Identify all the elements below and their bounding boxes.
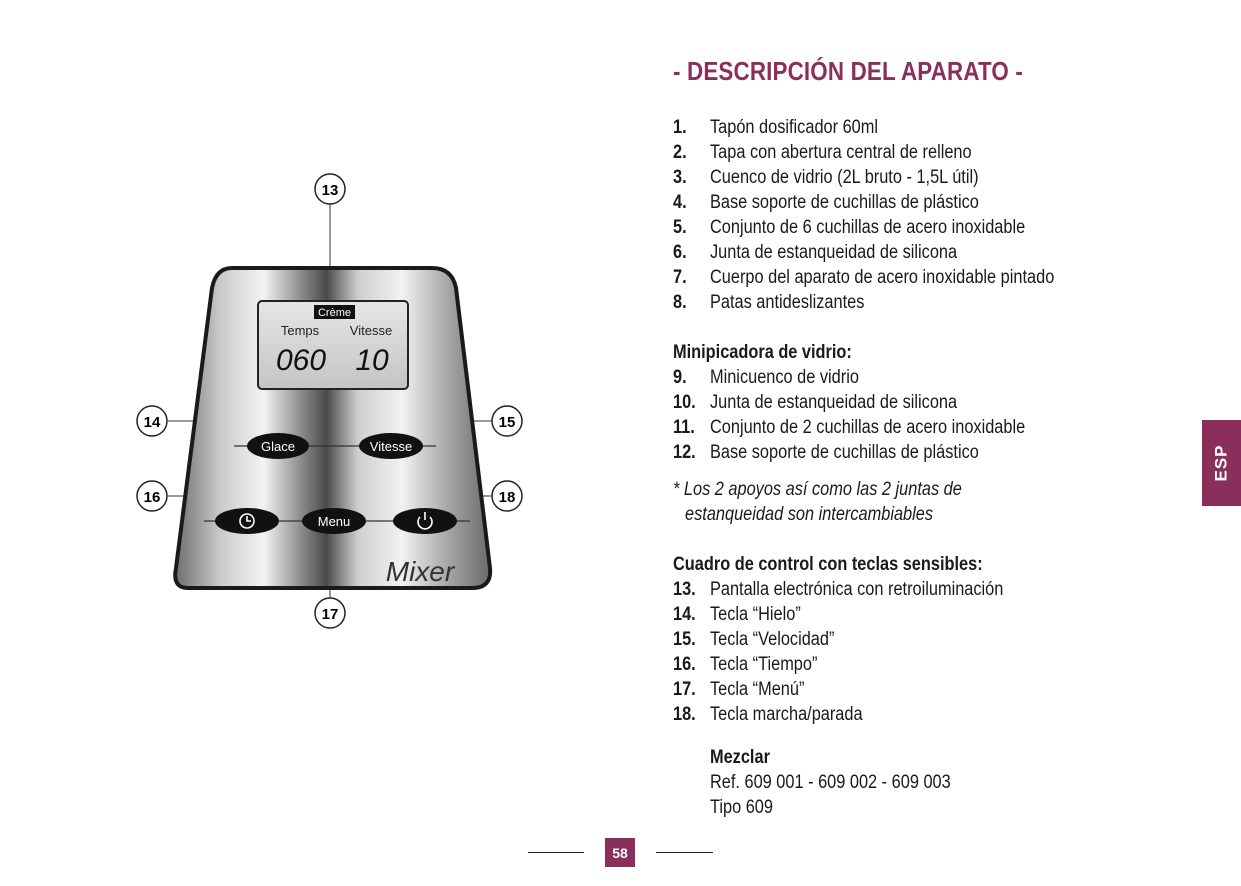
list-item: 10. Junta de estanqueidad de silicona [673, 392, 958, 413]
callout-16 [137, 481, 167, 511]
list-item: 3. Cuenco de vidrio (2L bruto - 1,5L útil) [673, 167, 979, 188]
product-info [673, 745, 951, 820]
lcd-speed-value: 10 [355, 344, 389, 377]
lcd-mode-text: Crème [317, 307, 352, 319]
list-item: 5. Conjunto de 6 cuchillas de acero inoxidable [673, 217, 1026, 238]
list-item: 18. Tecla marcha/parada [673, 704, 863, 725]
page-title: - DESCRIPCIÓN DEL APARATO - [673, 56, 1024, 86]
list-item: 16. Tecla “Tiempo” [673, 654, 818, 675]
product-type: Tipo 609 [709, 797, 773, 818]
product-name: Mezclar [709, 747, 770, 768]
page-rule-left [528, 852, 584, 853]
glace-button[interactable] [247, 433, 309, 459]
list-item: 2. Tapa con abertura central de relleno [673, 142, 972, 163]
list-item: 7. Cuerpo del aparato de acero inoxidable pintado [673, 267, 1055, 288]
panel-heading: Cuadro de control con teclas sensibles: [673, 554, 983, 575]
list-item: 14. Tecla “Hielo” [673, 604, 801, 625]
timer-button[interactable] [215, 508, 279, 534]
lcd-speed-label: Vitesse [349, 323, 393, 338]
parts-list [673, 115, 1054, 315]
page-rule-right [656, 852, 713, 853]
lcd-time-value: 060 [275, 344, 327, 377]
panel-section [673, 552, 1003, 727]
callout-18 [492, 481, 522, 511]
svg-text:16: 16 [143, 489, 161, 506]
list-item: 4. Base soporte de cuchillas de plástico [673, 192, 979, 213]
control-panel-illustration [0, 0, 620, 886]
svg-text:15: 15 [498, 414, 516, 431]
list-item: 8. Patas antideslizantes [673, 292, 865, 313]
list-item: 13. Pantalla electrónica con retroiluminación [673, 579, 1004, 600]
glace-button-label: Glace [261, 439, 295, 454]
vitesse-button-label: Vitesse [369, 439, 413, 454]
callout-17 [315, 598, 345, 628]
mini-section [673, 340, 1025, 465]
svg-text:14: 14 [143, 414, 161, 431]
menu-button-label: Menu [317, 514, 351, 529]
callout-14 [137, 406, 167, 436]
menu-button[interactable] [302, 508, 366, 534]
list-item: 17. Tecla “Menú” [673, 679, 805, 700]
mini-heading: Minipicadora de vidrio: [673, 342, 852, 363]
language-tab: ESP [1202, 420, 1241, 506]
list-item: 1. Tapón dosificador 60ml [673, 117, 879, 138]
list-item: 6. Junta de estanqueidad de silicona [673, 242, 958, 263]
vitesse-button[interactable] [359, 433, 423, 459]
lcd-time-label: Temps [280, 323, 320, 338]
brand-logo: Mixer [385, 556, 455, 587]
svg-text:17: 17 [321, 606, 339, 623]
mini-note: * Los 2 apoyos así como las 2 juntas de estanqueidad son intercambiables [673, 479, 962, 525]
list-item: 12. Base soporte de cuchillas de plástico [673, 442, 979, 463]
svg-text:18: 18 [498, 489, 516, 506]
callout-15 [492, 406, 522, 436]
list-item: 11. Conjunto de 2 cuchillas de acero inoxidable [673, 417, 1026, 438]
svg-text:13: 13 [321, 182, 339, 199]
page-number: 58 [605, 838, 635, 867]
product-ref: Ref. 609 001 - 609 002 - 609 003 [709, 772, 951, 793]
callout-13 [315, 174, 345, 204]
list-item: 9. Minicuenco de vidrio [673, 367, 859, 388]
power-button[interactable] [393, 508, 457, 534]
list-item: 15. Tecla “Velocidad” [673, 629, 835, 650]
